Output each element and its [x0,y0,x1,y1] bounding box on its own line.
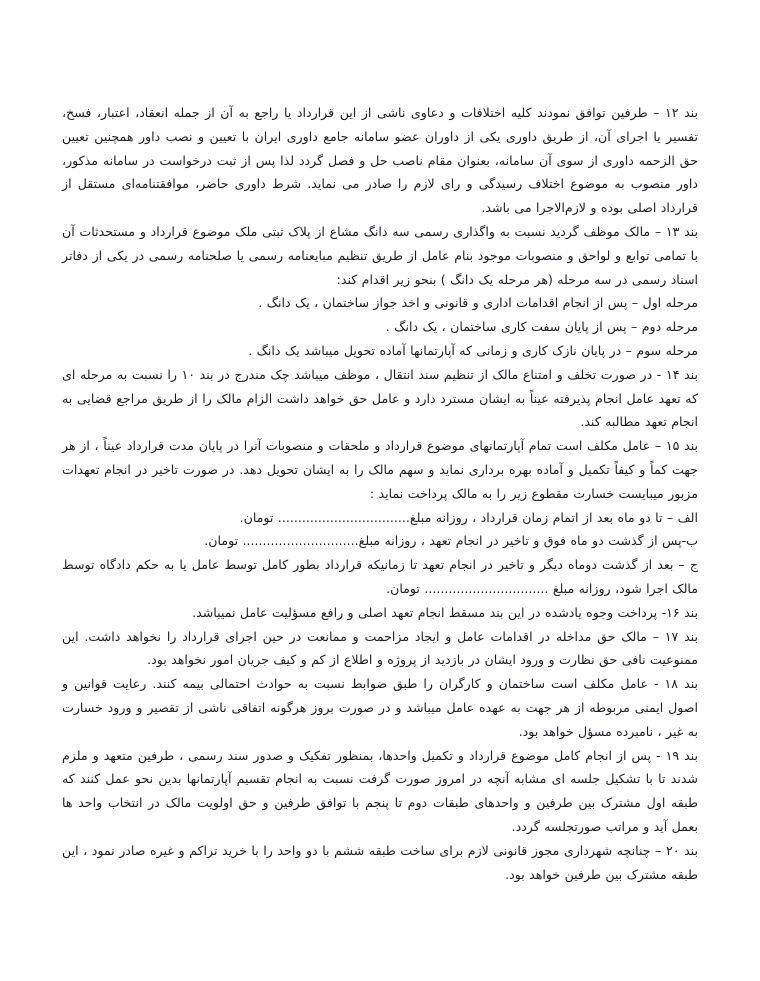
clause-13: بند ۱۳ – مالک موظف گردید نسبت به واگذاری رسمی سه دانگ مشاع از پلاک ثبتی ملک موضوع قرارداد و مستحدثات آن با تمامی توابع و لواحق و منصوبات موجود بنام عامل از طریق تنظیم مبایعنامه رسمی یا صلحنامه رسمی در یکی از دفاتر اسناد رسمی در سه مرحله (هر مرحله یک دانگ ) بنحو زیر اقدام کند: [62,223,698,287]
clause-15-item-jim: ج – بعد از گذشت دوماه دیگر و تاخیر در انجام تعهد تا زمانیکه قرارداد بطور کامل توسط عامل یا به حکم دادگاه توسط مالک اجرا شود، روزانه مبلغ ............................... تومان. [62,557,698,596]
clause-13-stage-1: مرحله اول – پس از انجام اقدامات اداری و قانونی و اخذ جواز ساختمان ، یک دانگ . [258,295,698,311]
clause-16: بند ۱۶- پرداخت وجوه یادشده در این بند مسقط انجام تعهد اصلی و رافع مسؤلیت عامل نمیباشد. [192,604,698,620]
document-body [62,101,698,886]
clause-15-item-alef: الف – تا دو ماه بعد از اتمام زمان قرارداد ، روزانه مبلغ................................. تومان. [239,509,698,525]
clause-13-stage-2: مرحله دوم – پس از پایان سفت کاری ساختمان ، یک دانگ . [385,319,698,335]
clause-19: بند ۱۹ - پس از انجام کامل موضوع قرارداد و تکمیل واحدها، بمنظور تفکیک و صدور سند رسمی ، طرفین متعهد و ملزم شدند تا با تشکیل جلسه ای مشابه آنچه در امروز صورت گرفت نسبت به انجام تقسیم آپارتمانها بدین نحو عمل کنند که طبقه اول مشترک بین طرفین و واحدهای طبقات دوم تا پنجم با توافق طرفین و حق اولویت مالک در انتخاب واحد ها بعمل آید و مراتب صورتجلسه گردد. [62,747,698,834]
clause-17: بند ۱۷ – مالک حق مداخله در اقدامات عامل و ایجاد مزاحمت و ممانعت در حین اجرای قرارداد را نخواهد داشت. این ممنوعیت نافی حق نظارت و ورود ایشان در بازدید از پروژه و اطلاع از کم و کیف جریان امور نخواهد بود. [62,628,698,668]
clause-18: بند ۱۸ - عامل مکلف است ساختمان و کارگران را طبق ضوابط نسبت به حوادث احتمالی بیمه کنند. رعایت قوانین و اصول ایمنی مربوطه از هر جهت به عهده عامل میباشد و در صورت بروز هرگونه اتفاقی ناشی از تقصیر و ورود خسارت به غیر ، نامبرده مسؤل خواهد بود. [62,676,699,739]
clause-15: بند ۱۵ – عامل مکلف است تمام آپارتمانهای موضوع قرارداد و ملحقات و منصوبات آنرا در پایان مدت قرارداد عیناً ، از هر جهت کماً و کیفاً تکمیل و آماده بهره برداری نماید و سهم مالک را به ایشان تحویل دهد. در صورت تاخیر در انجام تعهدات مزبور میبایست خسارت مقطوع زیر را به مالک پرداخت نماید : [62,438,698,501]
clause-12: بند ۱۲ – طرفین توافق نمودند کلیه اختلافات و دعاوی ناشی از این قرارداد یا راجع به آن از جمله انعقاد، اعتبار، فسخ، تفسیر یا اجرای آن، از طریق داوری یکی از داوران عضو سامانه جامع داوری ایران با تعیین و نصب داور همچنین تعیین حق الزحمه داوری از سوی آن سامانه، بعنوان مقام ناصب حل و فصل گردد لذا پس از ثبت درخواست در سامانه مذکور، داور منصوب به موضوع اختلاف رسیدگی و رای لازم را صادر می نماید. شرط داوری حاضر، موافقتنامه‌ای مستقل از قرارداد اصلی بوده و لازم‌الاجرا می باشد. [62,105,698,216]
clause-13-stage-3: مرحله سوم – در پایان نازک کاری و زمانی که آپارتمانها آماده تحویل میباشد یک دانگ . [248,342,698,358]
clause-14: بند ۱۴ - در صورت تخلف و امتناع مالک از تنظیم سند انتقال ، موظف میباشد چک مندرج در بند ۱۰ را نسبت به مرحله ای که تعهد عامل انجام پذیرفته عیناً به ایشان مسترد دارد و عامل حق خواهد داشت الزام مالک را از طریق مراجع قضایی به انجام تعهد مطالبه کند. [62,366,698,430]
clause-15-item-be: ب-پس از گذشت دو ماه فوق و تاخیر در انجام تعهد ، روزانه مبلغ............................. تومان. [204,533,698,549]
clause-20: بند ۲۰ – چنانچه شهرداری مجوز قانونی لازم برای ساخت طبقه ششم با دو واحد را با خرید تراکم و غیره صادر نمود ، این طبقه مشترک بین طرفین خواهد بود. [62,842,698,882]
